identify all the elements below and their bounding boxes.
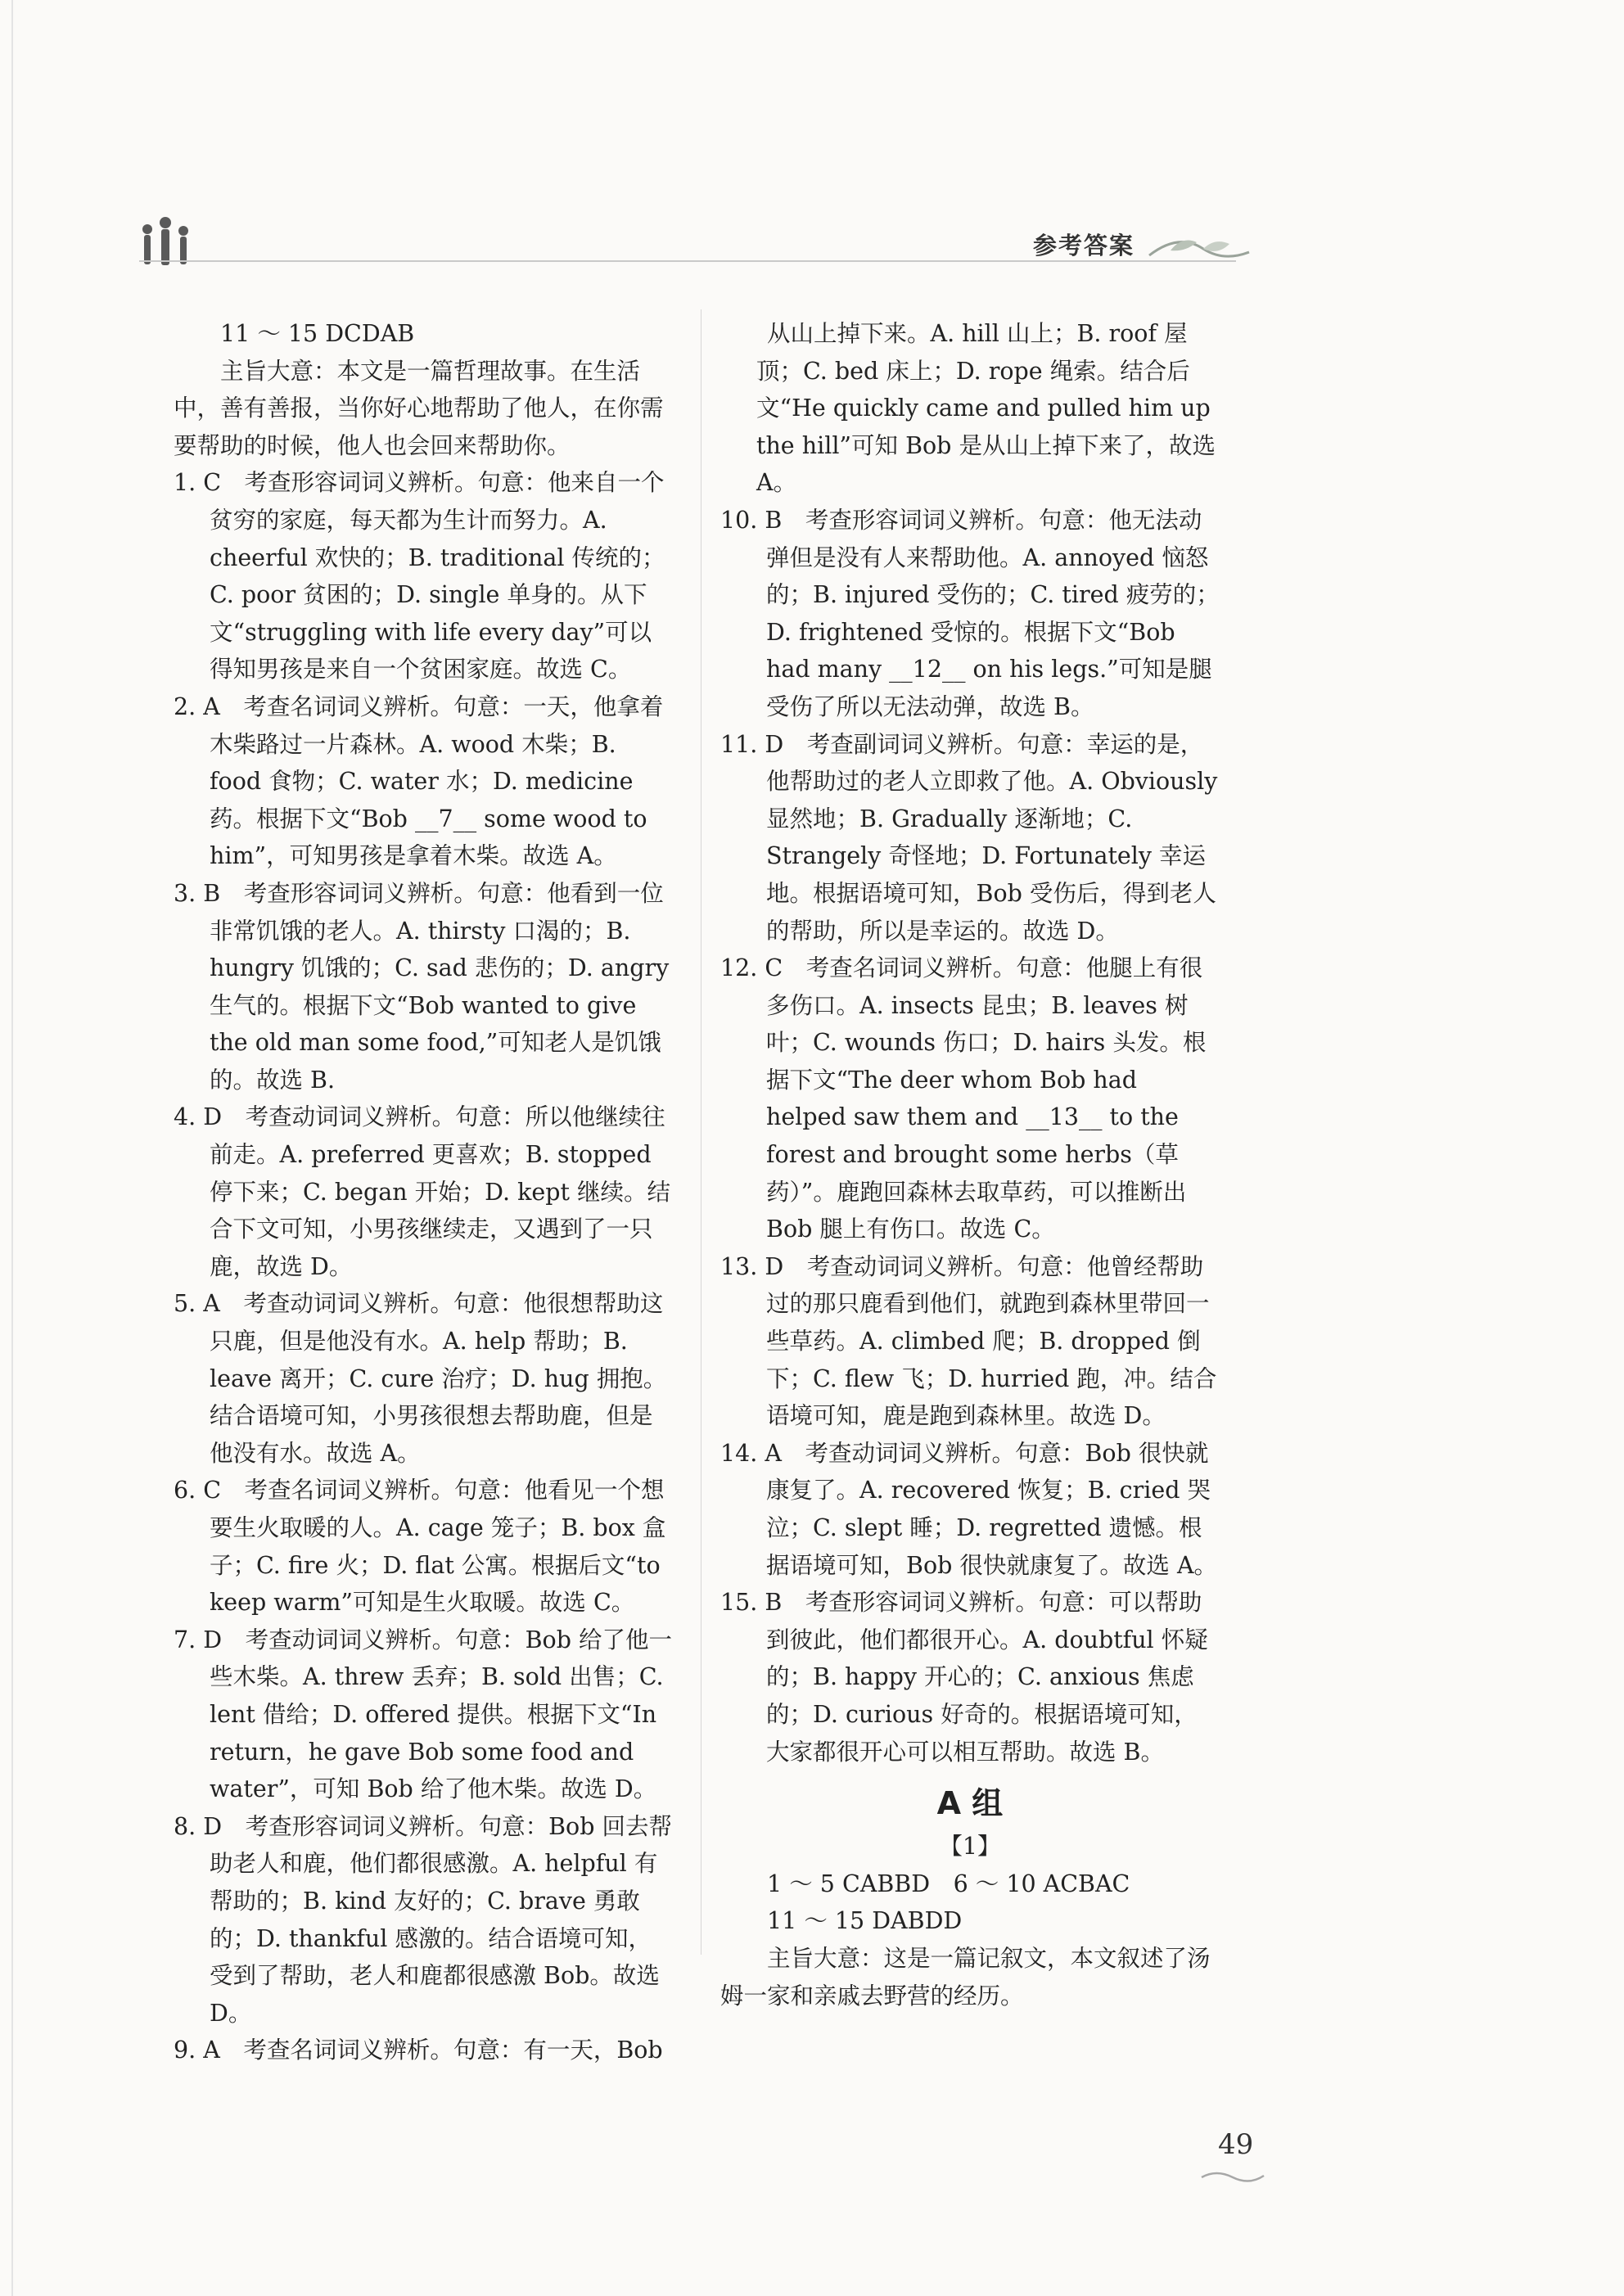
right-column-paragraph: 11. D 考查副词词义辨析。句意：幸运的是，他帮助过的老人立即救了他。A. Obviously 显然地；B. Gradually 逐渐地；C. Strangely 奇怪地；D. Fortunately 幸运地。根据语境可知，Bob 受伤后，得到老人的帮助，所以是幸运的。故选 D。	[720, 730, 1218, 945]
page-number: 49	[1218, 2128, 1254, 2161]
left-column	[174, 315, 673, 2069]
right-column-paragraph: 12. C 考查名词词义辨析。句意：他腿上有很多伤口。A. insects 昆虫；B. leaves 树叶；C. wounds 伤口；D. hairs 头发。根据下文“The deer whom Bob had helped saw them and __13__ to the forest and brought some herbs（草药）”。鹿跑回森林去取草药，可以推断出 Bob 腿上有伤口。故选 C。	[720, 954, 1207, 1243]
left-column-paragraph: 主旨大意：本文是一篇哲理故事。在生活中，善有善报，当你好心地帮助了他人，在你需要帮助的时候，他人也会回来帮助你。	[174, 357, 664, 459]
left-column-paragraph: 1. C 考查形容词词义辨析。句意：他来自一个贫穷的家庭，每天都为生计而努力。A. cheerful 欢快的；B. traditional 传统的；C. poor 贫困的；D. single 单身的。从下文“struggling with life every day”可以得知男孩是来自一个贫困家庭。故选 C。	[174, 469, 665, 683]
left-column-paragraph: 5. A 考查动词词义辨析。句意：他很想帮助这只鹿，但是他没有水。A. help 帮助；B. leave 离开；C. cure 治疗；D. hug 拥抱。结合语境可知，小男孩很想去帮助鹿，但是他没有水。故选 A。	[174, 1290, 667, 1467]
right-column-paragraph: 14. A 考查动词词义辨析。句意：Bob 很快就康复了。A. recovered 恢复；B. cried 哭泣；C. slept 睡；D. regretted 遗憾。根据语境可知，Bob 很快就康复了。故选 A。	[720, 1439, 1218, 1579]
right-column-paragraph: 主旨大意：这是一篇记叙文，本文叙述了汤姆一家和亲戚去野营的经历。	[720, 1944, 1211, 2010]
header-title: 参考答案	[1033, 232, 1135, 259]
left-column-paragraph: 4. D 考查动词词义辨析。句意：所以他继续往前走。A. preferred 更喜欢；B. stopped 停下来；C. began 开始；D. kept 继续。结合下文可知，小男孩继续走，又遇到了一只鹿，故选 D。	[174, 1103, 671, 1280]
right-column-paragraph: 从山上掉下来。A. hill 山上；B. roof 屋顶；C. bed 床上；D. rope 绳索。结合后文“He quickly came and pulled him up the hill”可知 Bob 是从山上掉下来了，故选 A。	[720, 320, 1216, 497]
scan-edge	[11, 0, 13, 2296]
left-column-paragraph: 8. D 考查形容词词义辨析。句意：Bob 回去帮助老人和鹿，他们都很感激。A. helpful 有帮助的；B. kind 友好的；C. brave 勇敢的；D. thankful 感激的。结合语境可知，受到了帮助，老人和鹿都很感激 Bob。故选 D。	[174, 1812, 673, 2027]
right-column-paragraph: 11 ～ 15 DABDD	[767, 1907, 963, 1935]
page-ornament-icon	[1200, 2167, 1265, 2189]
left-column-paragraph: 9. A 考查名词词义辨析。句意：有一天，Bob	[174, 2037, 663, 2064]
right-column	[720, 315, 1220, 2014]
leaf-ornament-icon	[1146, 231, 1252, 270]
left-column-paragraph: 3. B 考查形容词词义辨析。句意：他看到一位非常饥饿的老人。A. thirsty 口渴的；B. hungry 饥饿的；C. sad 悲伤的；D. angry 生气的。根据下文“Bob wanted to give the old man some food,”可知老人是饥饿的。故选 B.	[174, 879, 670, 1094]
left-column-paragraph: 2. A 考查名词词义辨析。句意：一天，他拿着木柴路过一片森林。A. wood 木柴；B. food 食物；C. water 水；D. medicine 药。根据下文“Bob __7__ some wood to him”，可知男孩是拿着木柴。故选 A。	[174, 692, 664, 870]
right-column-paragraph: 1 ～ 5 CABBD 6 ～ 10 ACBAC	[767, 1870, 1130, 1897]
right-column-paragraph: 13. D 考查动词词义辨析。句意：他曾经帮助过的那只鹿看到他们，就跑到森林里带回一些草药。A. climbed 爬；B. dropped 倒下；C. flew 飞；D. hurried 跑，冲。结合语境可知，鹿是跑到森林里。故选 D。	[720, 1252, 1217, 1430]
left-column-paragraph: 11 ～ 15 DCDAB	[220, 320, 415, 347]
right-column-paragraph: 【1】	[939, 1833, 1001, 1861]
people-silhouette-icon	[138, 214, 195, 272]
right-column-paragraph: 10. B 考查形容词词义辨析。句意：他无法动弹但是没有人来帮助他。A. annoyed 恼怒的；B. injured 受伤的；C. tired 疲劳的；D. frightened 受惊的。根据下文“Bob had many __12__ on his legs.”可知是腿受伤了所以无法动弹，故选 B。	[720, 506, 1220, 720]
left-column-paragraph: 6. C 考查名词词义辨析。句意：他看见一个想要生火取暖的人。A. cage 笼子；B. box 盒子；C. fire 火；D. flat 公寓。根据后文“to keep warm”可知是生火取暖。故选 C。	[174, 1477, 666, 1617]
left-column-paragraph: 7. D 考查动词词义辨析。句意：Bob 给了他一些木柴。A. threw 丢弃；B. sold 出售；C. lent 借给；D. offered 提供。根据下文“In return，he gave Bob some food and water”，可知 Bob 给了他木柴。故选 D。	[174, 1626, 673, 1803]
right-column-paragraph: A 组	[936, 1785, 1004, 1822]
right-column-paragraph: 15. B 考查形容词词义辨析。句意：可以帮助到彼此，他们都很开心。A. doubtful 怀疑的；B. happy 开心的；C. anxious 焦虑的；D. curious 好奇的。根据语境可知，大家都很开心可以相互帮助。故选 B。	[720, 1589, 1208, 1766]
